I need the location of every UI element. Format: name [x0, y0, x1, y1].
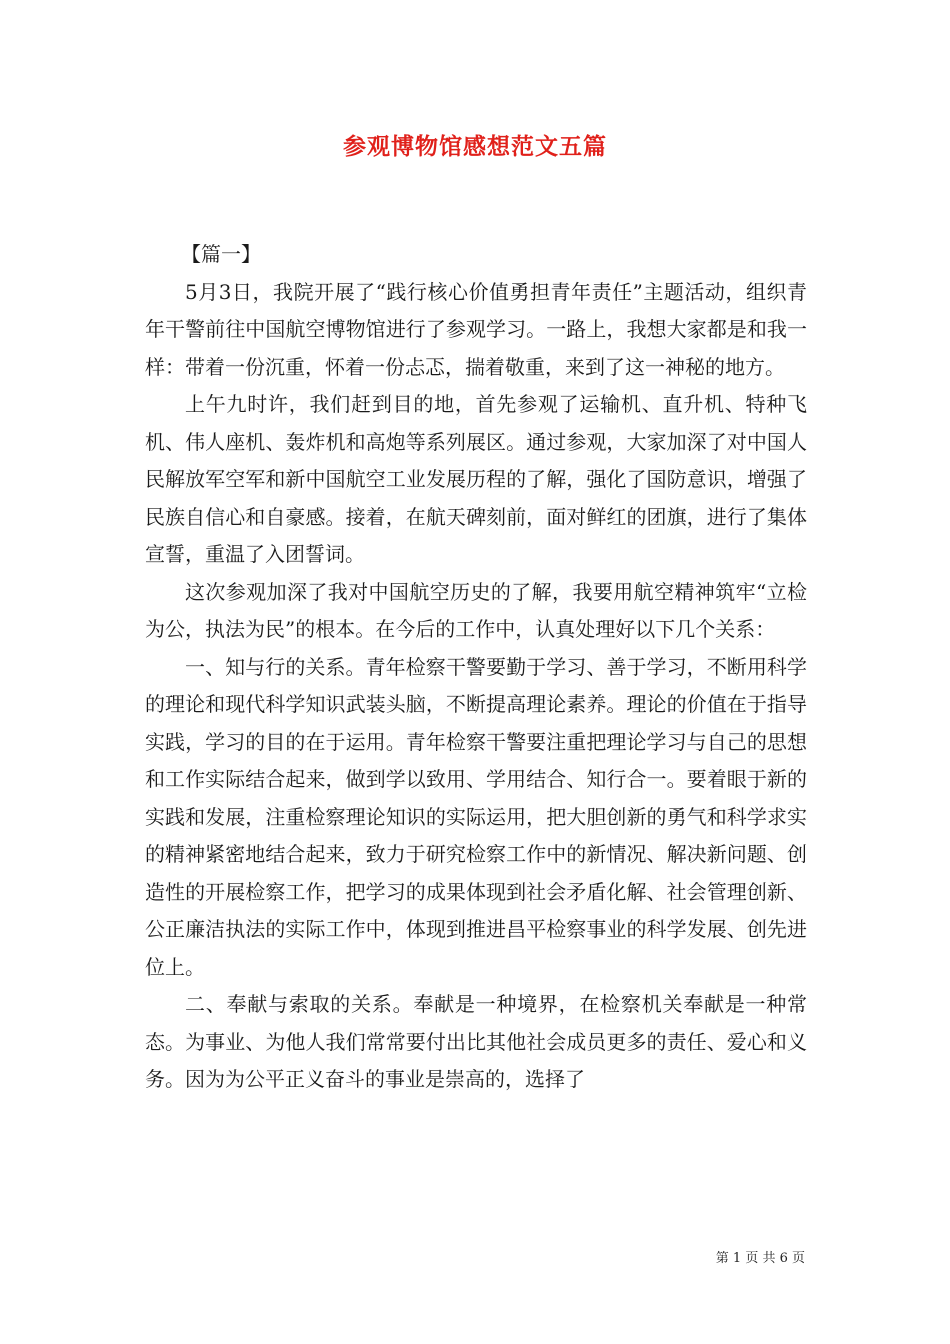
- page-number: 第 1 页 共 6 页: [715, 1251, 805, 1266]
- paragraph: 一、知与行的关系。青年检察干警要勤于学习、善于学习，不断用科学的理论和现代科学知识武装头脑，不断提高理论素养。理论的价值在于指导实践，学习的目的在于运用。青年检察干警要注重把理论学习与自己的思想和工作实际结合起来，做到学以致用、学用结合、知行合一。要着眼于新的实践和发展，注重检察理论知识的实际运用，把大胆创新的勇气和科学求实的精神紧密地结合起来，致力于研究检察工作中的新情况、解决新问题、创造性的开展检察工作，把学习的成果体现到社会矛盾化解、社会管理创新、公正廉洁执法的实际工作中，体现到推进昌平检察事业的科学发展、创先进位上。: [145, 654, 807, 979]
- section-heading: 【篇一】: [181, 242, 261, 266]
- document-body: [145, 236, 807, 1099]
- page-title: 参观博物馆感想范文五篇: [343, 133, 607, 160]
- paragraph: 5月3日，我院开展了“践行核心价值勇担青年责任”主题活动，组织青年干警前往中国航空博物馆进行了参观学习。一路上，我想大家都是和我一样：带着一份沉重，怀着一份忐忑，揣着敬重，来到了这一神秘的地方。: [145, 279, 807, 379]
- paragraph: 二、奉献与索取的关系。奉献是一种境界，在检察机关奉献是一种常态。为事业、为他人我们常常要付出比其他社会成员更多的责任、爱心和义务。因为为公平正义奋斗的事业是崇高的，选择了: [145, 992, 807, 1091]
- paragraph: 这次参观加深了我对中国航空历史的了解，我要用航空精神筑牢“立检为公，执法为民”的根本。在今后的工作中，认真处理好以下几个关系：: [145, 579, 807, 641]
- paragraph: 上午九时许，我们赶到目的地，首先参观了运输机、直升机、特种飞机、伟人座机、轰炸机和高炮等系列展区。通过参观，大家加深了对中国人民解放军空军和新中国航空工业发展历程的了解，强化了国防意识，增强了民族自信心和自豪感。接着，在航天碑刻前，面对鲜红的团旗，进行了集体宣誓，重温了入团誓词。: [145, 392, 807, 566]
